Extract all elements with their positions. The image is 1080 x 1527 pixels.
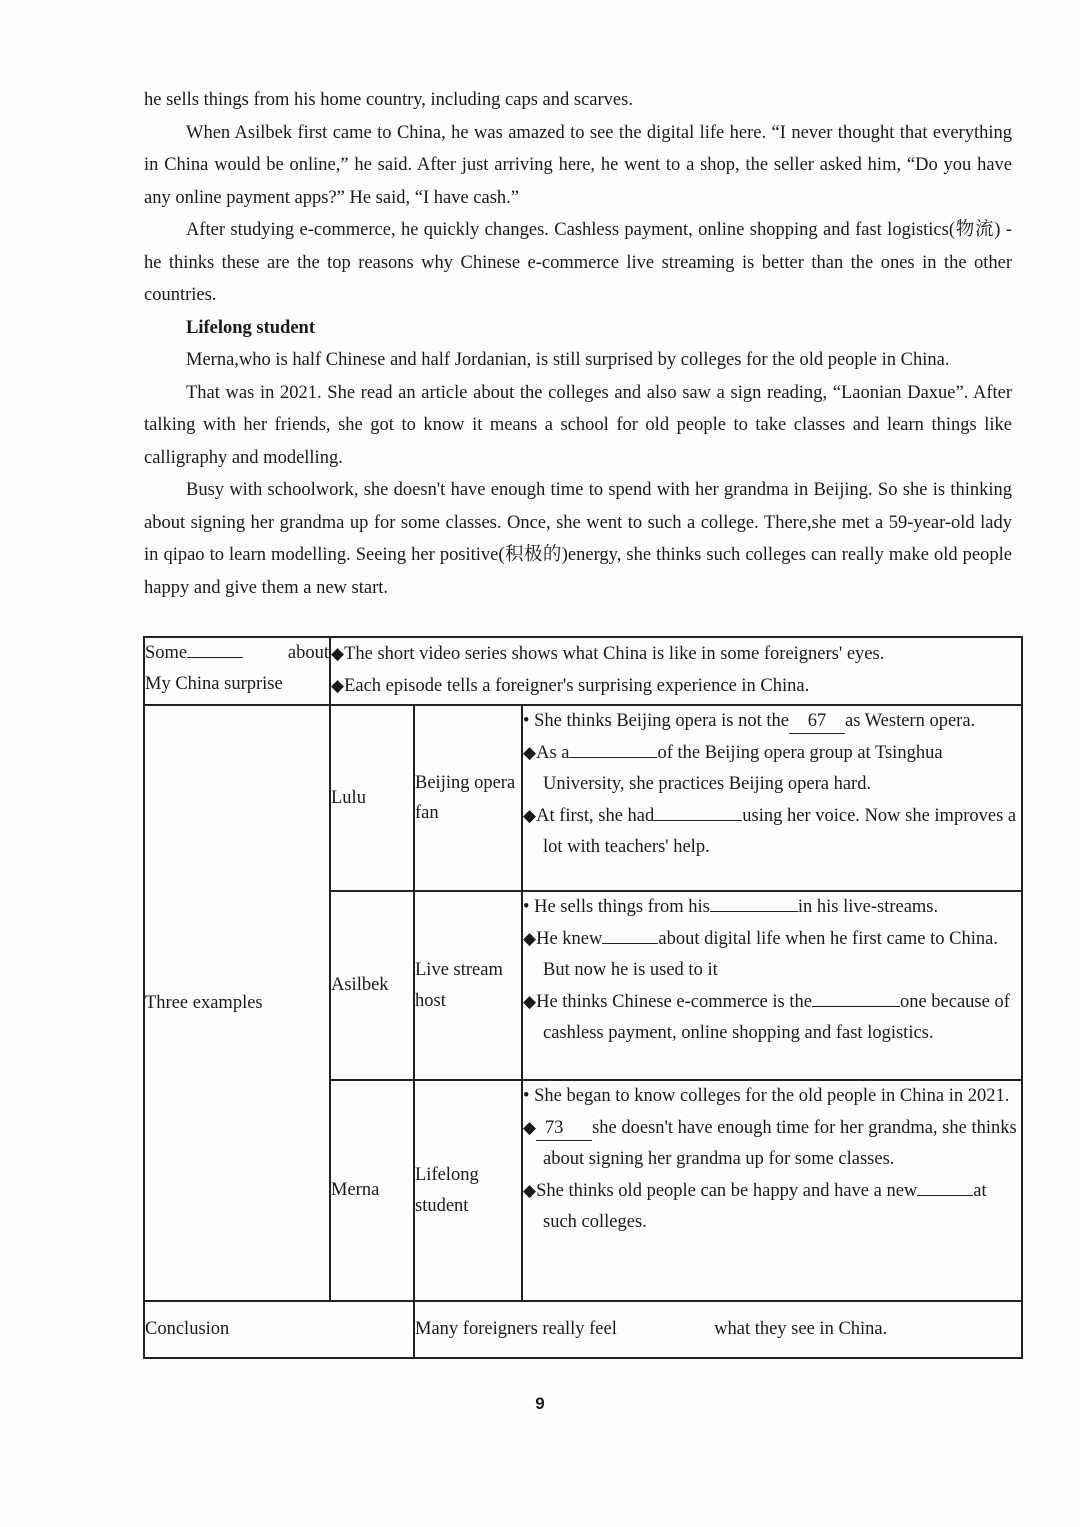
asilbek-detail-3a: He thinks Chinese e-commerce is the: [536, 992, 812, 1012]
paragraph-laonian-daxue: That was in 2021. She read an article about the colleges and also saw a sign reading, “Laonian Daxue”. After talking with her friends, she got to know it means a school for old people to take classes and learn things like calligraphy and modelling.: [144, 382, 1012, 468]
example-role-asilbek: Live stream host: [415, 960, 503, 1011]
dot-bullet-icon: •: [523, 711, 535, 731]
answer-blank-68[interactable]: [569, 757, 657, 758]
conclusion-text-a: Many foreigners really feel: [415, 1319, 617, 1339]
answer-blank-70[interactable]: [710, 911, 798, 912]
intro-label-about: about: [287, 643, 329, 663]
example-role-cell: [414, 891, 522, 1080]
answer-blank-74[interactable]: [917, 1195, 973, 1196]
example-name-lulu: Lulu: [331, 787, 366, 808]
example-details-merna: [522, 1080, 1022, 1301]
example-details-lulu: [522, 705, 1022, 891]
merna-detail-2: she doesn't have enough time for her grandma, she thinks about signing her grandma up for some classes.: [543, 1118, 1017, 1169]
diamond-bullet-icon: ◆: [523, 929, 537, 948]
merna-detail-3a: She thinks old people can be happy and have a new: [536, 1181, 918, 1201]
asilbek-detail-1a: He sells things from his: [534, 897, 710, 917]
asilbek-detail-2a: He knew: [536, 929, 603, 949]
lulu-detail-3a: At first, she had: [536, 806, 655, 826]
merna-detail-1: She began to know colleges for the old people in China in 2021.: [534, 1086, 1010, 1106]
lulu-detail-3b: using her voice. Now she improves a lot with teachers' help.: [543, 806, 1017, 857]
lulu-detail-1a: She thinks Beijing opera is not the: [534, 711, 789, 731]
answer-blank-75[interactable]: [622, 1333, 710, 1334]
asilbek-detail-1b: in his live-streams.: [797, 897, 939, 917]
table-row-lulu: [144, 705, 1022, 891]
example-name-asilbek: Asilbek: [331, 975, 389, 995]
intro-content-cell: [330, 637, 1022, 705]
diamond-bullet-icon: ◆: [523, 743, 537, 762]
intro-label-title: My China surprise: [145, 673, 283, 694]
conclusion-label-cell: [144, 1301, 414, 1358]
table-row-conclusion: [144, 1301, 1022, 1358]
paragraph-asilbek-arrival: When Asilbek first came to China, he was amazed to see the digital life here. “I never thought that everything in China would be online,” he said. After just arriving here, he went to a shop, the seller asked him, “Do you have any online payment apps?” He said, “I have cash.”: [144, 122, 1012, 208]
asilbek-detail-3b: one because of cashless payment, online shopping and fast logistics.: [543, 992, 1010, 1043]
conclusion-content-cell: [414, 1301, 1022, 1358]
paragraph-grandma: Busy with schoolwork, she doesn't have enough time to spend with her grandma in Beijing. So she is thinking about signing her grandma up for some classes. Once, she went to such a college. There,she met a 59-year-old lady in qipao to learn modelling. Seeing her positive(积极的)energy, she thinks such colleges can really make old people happy and give them a new start.: [144, 480, 1012, 598]
answer-blank-67[interactable]: 67: [789, 709, 845, 734]
summary-table: [143, 636, 1023, 1359]
diamond-bullet-icon: ◆: [331, 676, 345, 695]
example-name-merna: Merna: [331, 1180, 380, 1200]
intro-bullet-2: Each episode tells a foreigner's surprising experience in China.: [344, 676, 810, 696]
example-details-asilbek: [522, 891, 1022, 1080]
example-name-cell: [330, 891, 414, 1080]
example-name-cell: [330, 1080, 414, 1301]
asilbek-detail-2b: about digital life when he first came to China. But now he is used to it: [543, 929, 998, 980]
reading-passage: [144, 84, 1012, 604]
example-role-cell: [414, 705, 522, 891]
page-number: 9: [535, 1394, 545, 1413]
merna-detail-3b: at such colleges.: [543, 1181, 987, 1232]
dot-bullet-icon: •: [523, 897, 535, 917]
intro-bullet-1: The short video series shows what China is like in some foreigners' eyes.: [344, 644, 885, 664]
diamond-bullet-icon: ◆: [523, 1181, 537, 1200]
answer-blank-71[interactable]: [602, 943, 658, 944]
examples-label: Three examples: [145, 992, 263, 1013]
lulu-detail-1b: as Western opera.: [844, 711, 976, 731]
conclusion-text-b: what they see in China.: [714, 1319, 888, 1339]
answer-blank-69[interactable]: [654, 820, 742, 821]
example-role-lulu: Beijing opera fan: [415, 772, 516, 823]
diamond-bullet-icon: ◆: [331, 644, 345, 663]
diamond-bullet-icon: ◆: [523, 1118, 537, 1137]
dot-bullet-icon: •: [523, 1086, 535, 1106]
paragraph-merna-intro: Merna,who is half Chinese and half Jordanian, is still surprised by colleges for the old people in China.: [186, 350, 950, 370]
answer-blank-73[interactable]: 73: [536, 1116, 592, 1141]
diamond-bullet-icon: ◆: [523, 992, 537, 1011]
paragraph-continuation: he sells things from his home country, including caps and scarves.: [144, 90, 633, 110]
lulu-detail-2b: of the Beijing opera group at Tsinghua University, she practices Beijing opera hard.: [543, 743, 943, 794]
section-heading-lifelong-student: Lifelong student: [186, 317, 316, 338]
example-role-merna: Lifelong student: [415, 1165, 479, 1216]
example-role-cell: [414, 1080, 522, 1301]
answer-blank-title[interactable]: [187, 657, 243, 658]
example-name-cell: [330, 705, 414, 891]
lulu-detail-2a: As a: [536, 743, 570, 763]
diamond-bullet-icon: ◆: [523, 806, 537, 825]
conclusion-label: Conclusion: [145, 1319, 230, 1339]
intro-label-some: Some: [145, 643, 188, 663]
paragraph-ecommerce: After studying e-commerce, he quickly changes. Cashless payment, online shopping and fast logistics(物流) -he thinks these are the top reasons why Chinese e-commerce live streaming is better than the ones in the other countries.: [144, 220, 1012, 305]
answer-blank-72[interactable]: [812, 1006, 900, 1007]
table-row-intro: [144, 637, 1022, 705]
intro-label-cell: [144, 637, 330, 705]
examples-label-cell: [144, 705, 330, 1301]
